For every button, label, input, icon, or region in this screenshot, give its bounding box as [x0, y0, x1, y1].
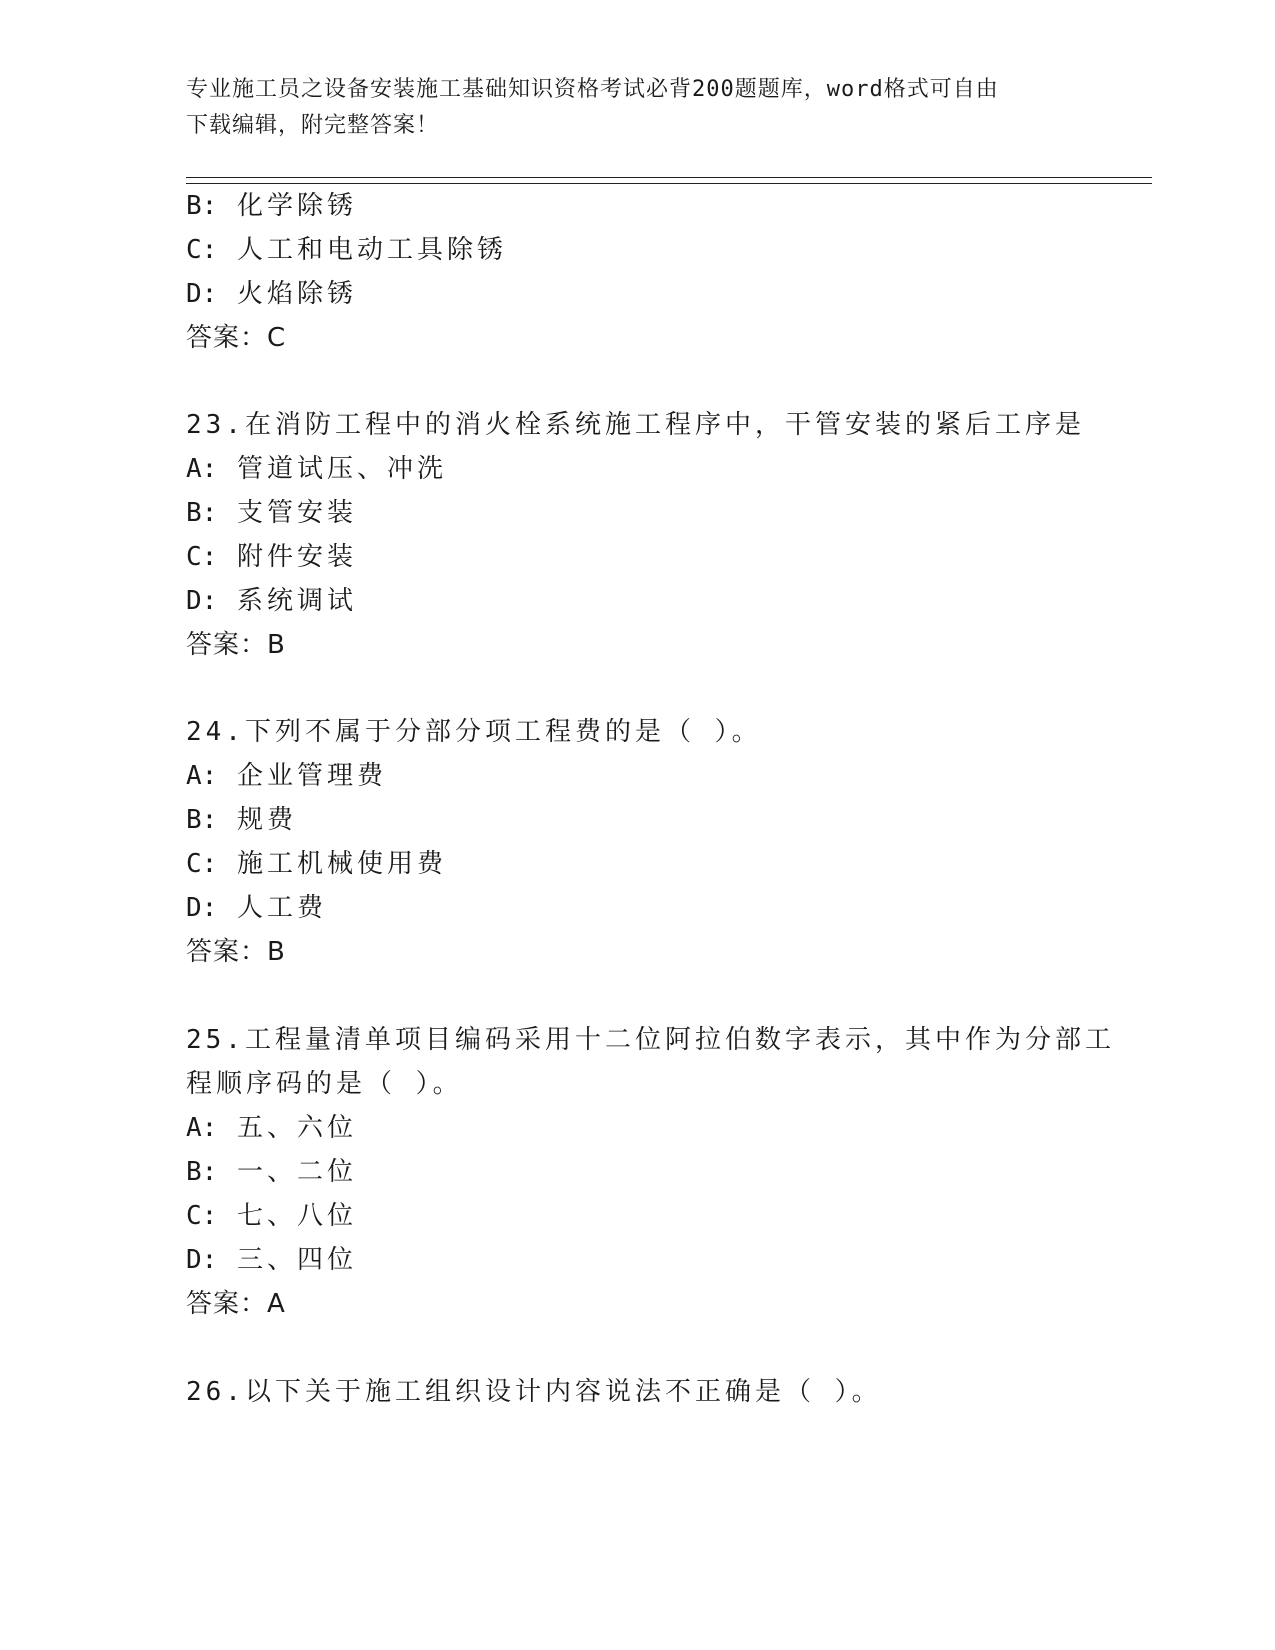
q23-option-c: C: 附件安装: [186, 542, 357, 572]
q23-option-b: B: 支管安装: [186, 498, 357, 528]
q25-option-d: D: 三、四位: [186, 1245, 357, 1275]
q24-option-a: A: 企业管理费: [186, 761, 387, 791]
q22-option-d: D: 火焰除锈: [186, 279, 357, 309]
q25-option-c: C: 七、八位: [186, 1201, 357, 1231]
q22-option-b: B: 化学除锈: [186, 191, 357, 221]
q25-question-line-2: 程顺序码的是（ ）。: [186, 1069, 463, 1099]
q25-answer: 答案：A: [186, 1289, 286, 1319]
q24-option-b: B: 规费: [186, 805, 297, 835]
document-header: [186, 72, 1086, 144]
q24-question: 24.下列不属于分部分项工程费的是（ ）。: [186, 717, 762, 747]
q24-answer: 答案：B: [186, 937, 286, 967]
q23-option-d: D: 系统调试: [186, 586, 357, 616]
header-line-2: 下载编辑，附完整答案！: [186, 113, 440, 138]
q23-answer: 答案：B: [186, 630, 286, 660]
q25-option-a: A: 五、六位: [186, 1113, 357, 1143]
header-divider-top: [186, 177, 1152, 178]
q24-option-c: C: 施工机械使用费: [186, 849, 447, 879]
q26-question: 26.以下关于施工组织设计内容说法不正确是（ ）。: [186, 1377, 882, 1407]
q25-option-b: B: 一、二位: [186, 1157, 357, 1187]
q22-answer: 答案：C: [186, 323, 287, 353]
header-divider-bottom: [186, 183, 1152, 184]
q23-question: 23.在消防工程中的消火栓系统施工程序中，干管安装的紧后工序是: [186, 410, 1085, 440]
q23-option-a: A: 管道试压、冲洗: [186, 454, 447, 484]
q25-question-line-1: 25.工程量清单项目编码采用十二位阿拉伯数字表示，其中作为分部工: [186, 1025, 1115, 1055]
q22-option-c: C: 人工和电动工具除锈: [186, 235, 507, 265]
q24-option-d: D: 人工费: [186, 893, 327, 923]
header-line-1: 专业施工员之设备安装施工基础知识资格考试必背200题题库，word格式可自由: [186, 77, 999, 102]
